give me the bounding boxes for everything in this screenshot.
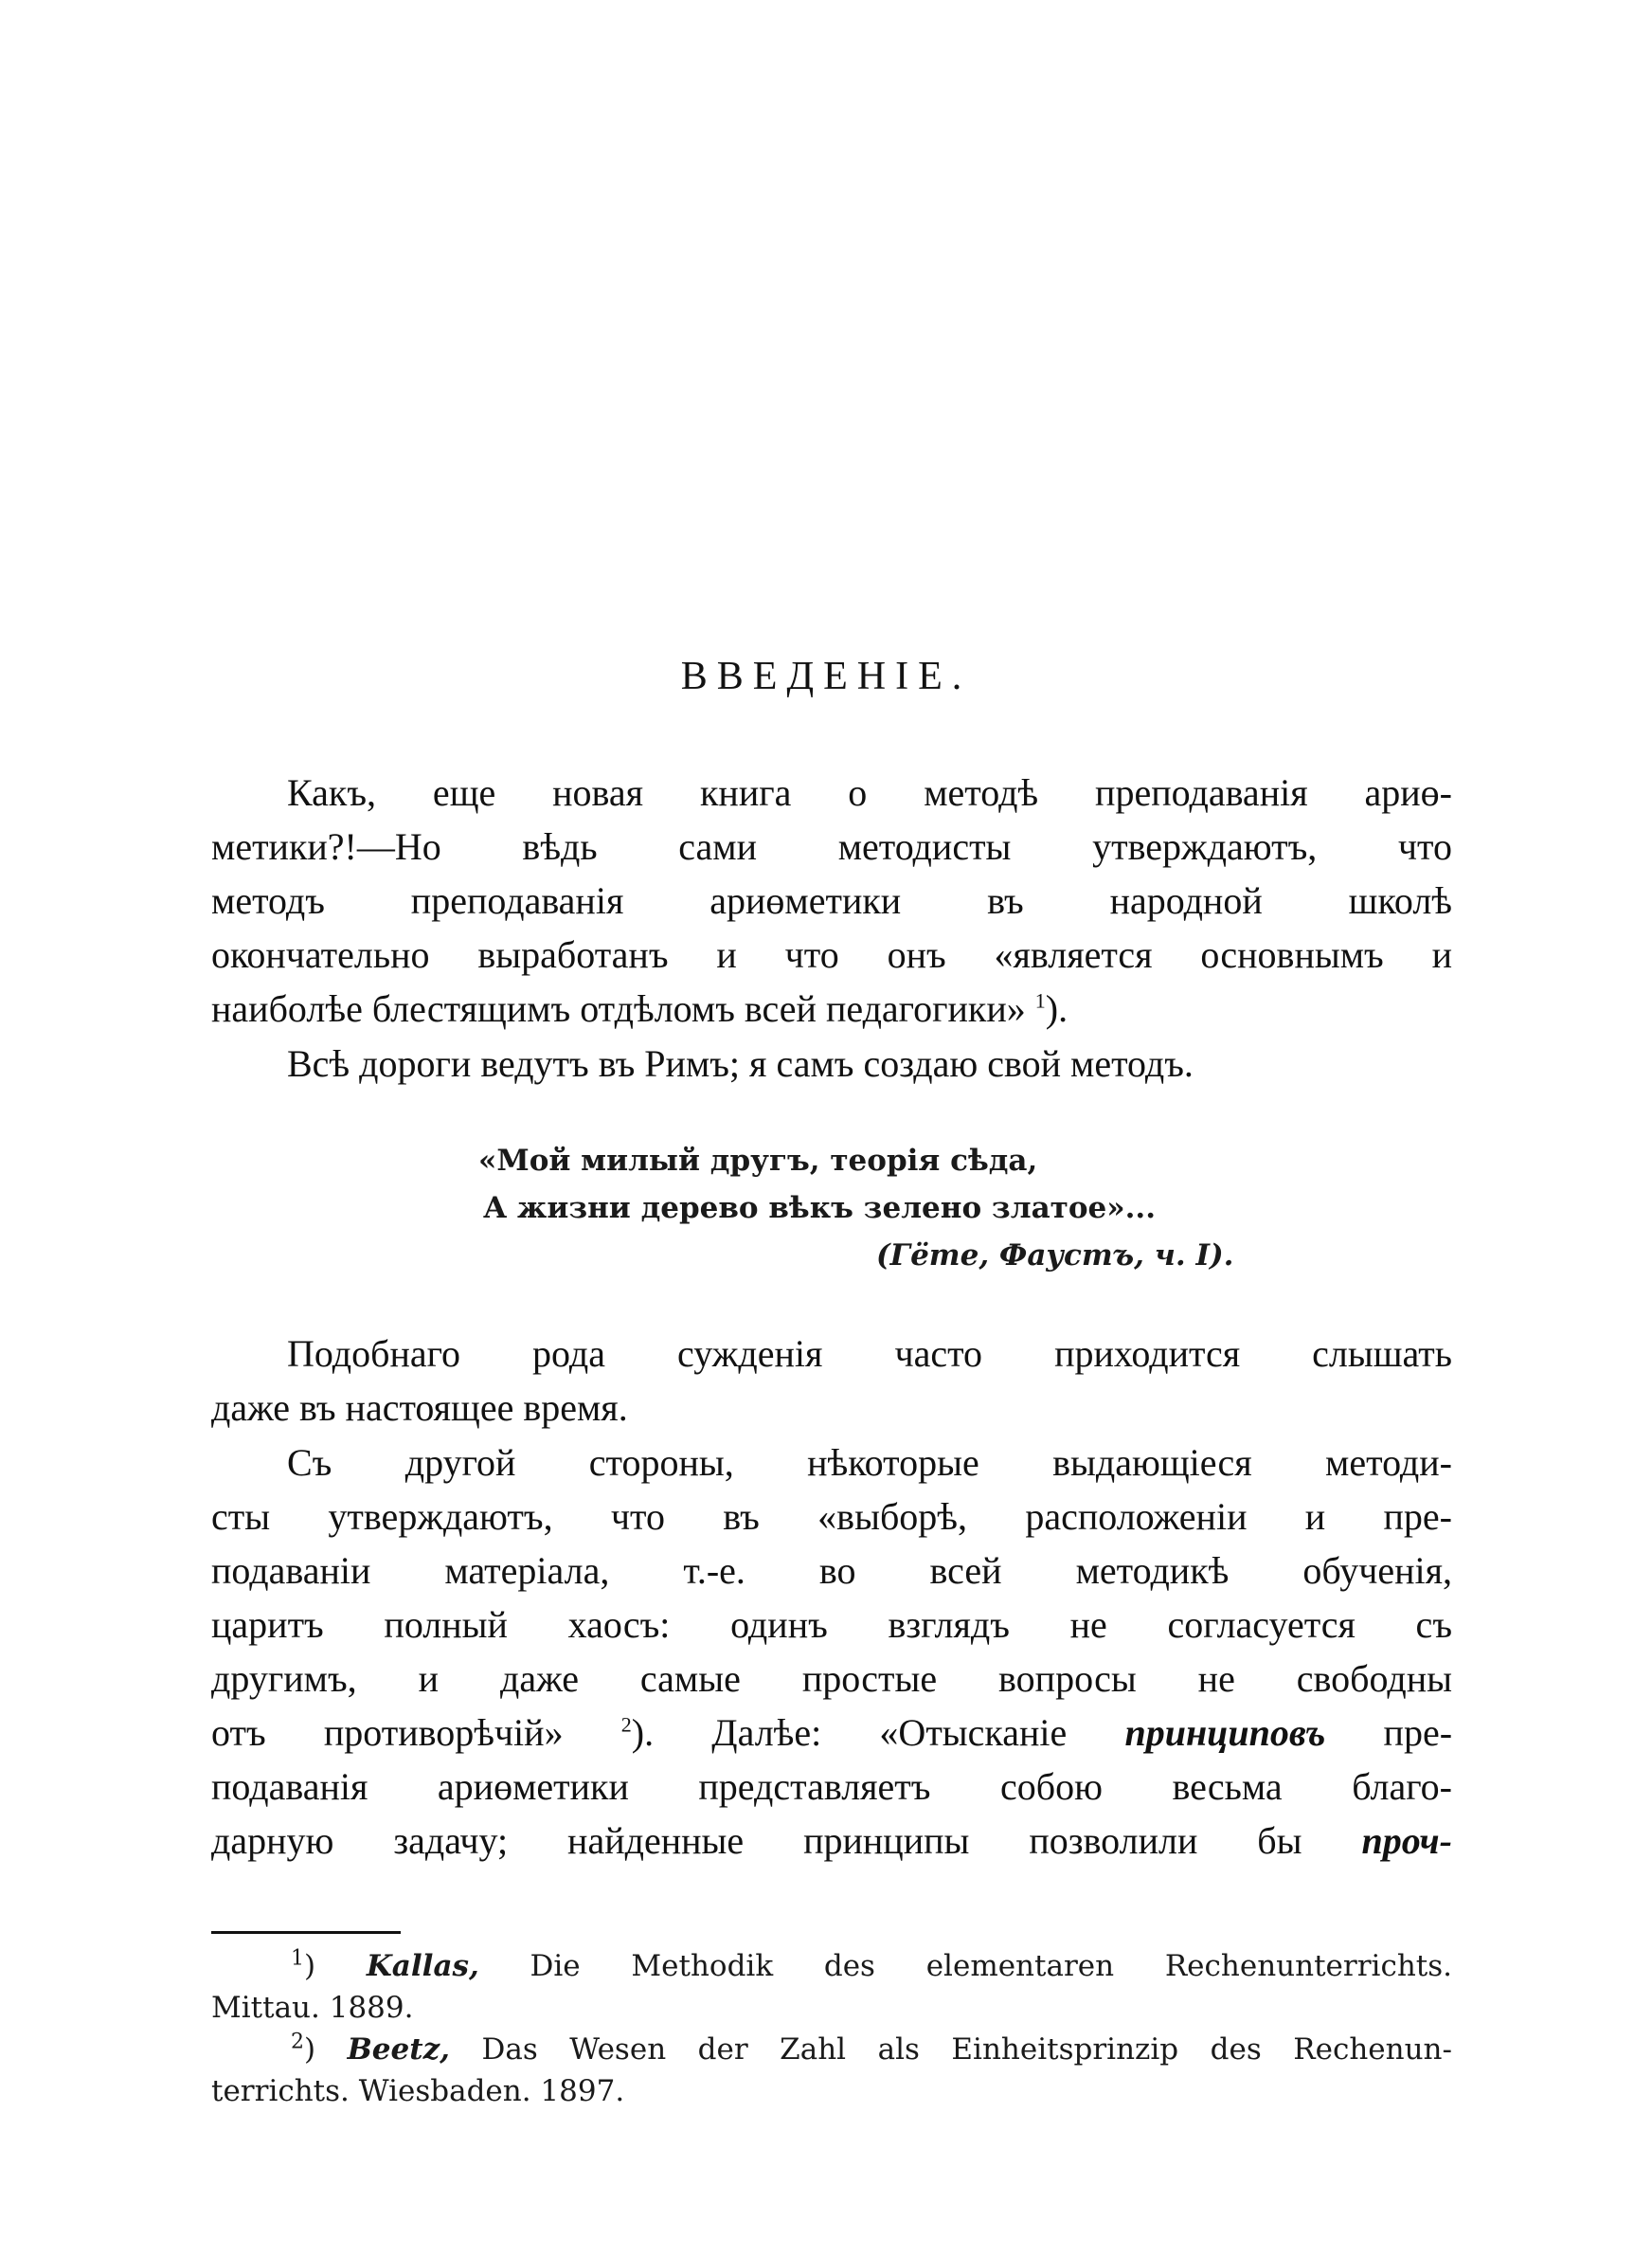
text-fragment: ). Далѣе: «Отысканіе <box>631 1711 1068 1754</box>
paragraph-1 <box>211 766 1452 1036</box>
emphasis: принциповъ <box>1124 1711 1326 1754</box>
footnote-line: $^1$) Kallas, Die Methodik des elementaren Rechenunterrichts. <box>291 1946 1453 1983</box>
text-line: подаванія ариөметики представляетъ собою весьма благо- <box>211 1765 1452 1808</box>
footnote-line: terrichts. Wiesbaden. 1897. <box>211 2074 625 2108</box>
paragraph-4 <box>211 1435 1452 1868</box>
paragraph-2 <box>211 1037 1452 1091</box>
verse-line: А жизни дерево вѣкъ зелено златое»... <box>483 1191 1157 1225</box>
footnote-line: Mittau. 1889. <box>211 1991 414 2025</box>
text-line: другимъ, и даже самые простые вопросы не свободны <box>211 1657 1452 1700</box>
footnote-mark: 2 <box>291 2030 304 2054</box>
text-line <box>211 1814 1452 1868</box>
text-line: сты утверждаютъ, что въ «выборѣ, расположеніи и пре- <box>211 1495 1452 1538</box>
text-fragment: наиболѣе блестящимъ отдѣломъ всей педагогики» <box>211 987 1026 1030</box>
footnote-text: Die Methodik des elementaren Rechenunterrichts. <box>530 1949 1453 1983</box>
text-line: подаваніи матеріала, т.-е. во всей методикѣ обученія, <box>211 1549 1452 1592</box>
text-line <box>211 1706 1452 1760</box>
text-line <box>211 982 1452 1036</box>
footnote-line: $^2$) Beetz, Das Wesen der Zahl als Einheitsprinzip des Rechenun- <box>291 2030 1452 2067</box>
footnote-author: Kallas, <box>366 1949 479 1983</box>
footnote-ref-1[interactable]: 1 <box>1034 988 1046 1013</box>
text-fragment: дарную задачу; найденные принципы позволили бы <box>211 1819 1302 1862</box>
text-fragment: ). <box>1045 987 1068 1030</box>
text-fragment: отъ противорѣчій» <box>211 1711 564 1754</box>
footnote-text: Das Wesen der Zahl als Einheitsprinzip des Rechenun- <box>481 2032 1452 2067</box>
text-line: метики?!—Но вѣдь сами методисты утверждаютъ, что <box>211 825 1452 868</box>
text-line: Подобнаго рода сужденія часто приходится слышать <box>287 1332 1452 1375</box>
text-line: Какъ, еще новая книга о методѣ преподаванія ариө- <box>287 771 1452 814</box>
verse-citation: (Гёте, Фаустъ, ч. I). <box>876 1238 1234 1273</box>
text-line: царитъ полный хаосъ: одинъ взглядъ не согласуется съ <box>211 1603 1452 1646</box>
footnote-mark: 1 <box>291 1946 304 1971</box>
text-line: окончательно выработанъ и что онъ «является основнымъ и <box>211 933 1452 976</box>
footnote-1 <box>211 1945 1452 2029</box>
chapter-title: ВВЕДЕНІЕ. <box>680 655 972 698</box>
text-line: Съ другой стороны, нѣкоторые выдающіеся методи- <box>287 1441 1452 1484</box>
epigraph-verse <box>478 1137 1233 1279</box>
text-line: даже въ настоящее время. <box>211 1386 628 1429</box>
verse-line: «Мой милый другъ, теорія сѣда, <box>478 1144 1038 1178</box>
emphasis: проч- <box>1361 1819 1452 1862</box>
footnotes <box>211 1945 1452 2112</box>
paragraph-3 <box>211 1327 1452 1435</box>
footnote-ref-2[interactable]: 2 <box>620 1712 632 1737</box>
text-fragment: пре- <box>1383 1711 1453 1754</box>
footnote-2 <box>211 2029 1452 2112</box>
text-line: Всѣ дороги ведутъ въ Римъ; я самъ создаю свой методъ. <box>287 1042 1194 1085</box>
footnote-divider <box>211 1931 401 1934</box>
footnote-author: Beetz, <box>347 2032 450 2067</box>
text-line: методъ преподаванія ариөметики въ народной школѣ <box>211 879 1452 922</box>
